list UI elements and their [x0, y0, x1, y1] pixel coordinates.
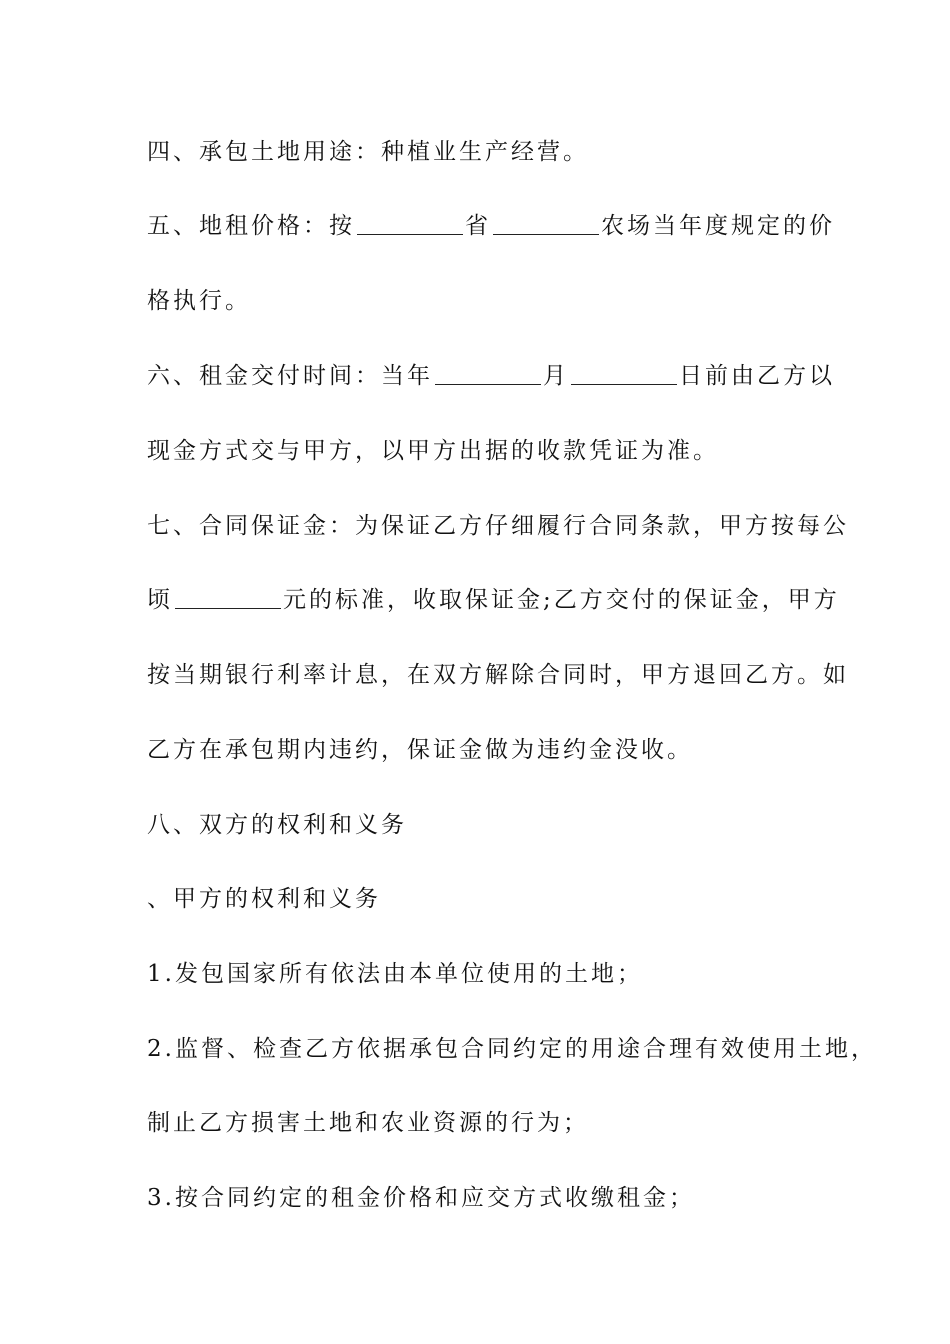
party-a-item-3	[147, 1183, 847, 1213]
clause-text: 按当期银行利率计息，在双方解除合同时，甲方退回乙方。如	[147, 662, 849, 688]
clause-7-deposit	[147, 511, 847, 541]
clause-5-rent-price	[147, 211, 847, 241]
clause-text: 农场当年度规定的价	[601, 213, 835, 239]
list-item-text: 3.按合同约定的租金价格和应交方式收缴租金；	[147, 1185, 695, 1211]
list-item-text: 制止乙方损害土地和农业资源的行为；	[147, 1110, 589, 1136]
clause-text: 格执行。	[147, 288, 251, 314]
clause-7-continued-3	[147, 735, 847, 765]
fill-in-blank-province[interactable]	[357, 214, 463, 235]
party-a-item-2-continued	[147, 1108, 847, 1138]
clause-text: 四、承包土地用途：种植业生产经营。	[147, 139, 589, 165]
clause-text: 现金方式交与甲方，以甲方出据的收款凭证为准。	[147, 438, 719, 464]
clause-5-continued	[147, 286, 847, 316]
clause-8-heading	[147, 810, 847, 840]
fill-in-blank-day[interactable]	[571, 364, 677, 385]
fill-in-blank-farm[interactable]	[493, 214, 599, 235]
clause-7-continued-2	[147, 660, 847, 690]
party-a-item-2	[147, 1034, 877, 1064]
clause-text: 省	[465, 213, 491, 239]
fill-in-blank-month[interactable]	[435, 364, 541, 385]
clause-text: 乙方在承包期内违约，保证金做为违约金没收。	[147, 737, 693, 763]
clause-text: 六、租金交付时间：当年	[147, 363, 433, 389]
party-a-heading	[147, 884, 847, 914]
clause-4-land-use	[147, 137, 847, 167]
fill-in-blank-amount[interactable]	[175, 588, 281, 609]
list-item-text: 1.发包国家所有依法由本单位使用的土地；	[147, 961, 643, 987]
clause-text: 五、地租价格：按	[147, 213, 355, 239]
list-item-text: 2.监督、检查乙方依据承包合同约定的用途合理有效使用土地，	[147, 1036, 877, 1062]
section-heading: 八、双方的权利和义务	[147, 812, 407, 838]
party-a-item-1	[147, 959, 847, 989]
subsection-heading: 、甲方的权利和义务	[147, 886, 381, 912]
clause-6-payment-time	[147, 361, 847, 391]
clause-text: 元的标准，收取保证金;乙方交付的保证金，甲方	[283, 587, 840, 613]
clause-text: 七、合同保证金：为保证乙方仔细履行合同条款，甲方按每公	[147, 513, 849, 539]
clause-6-continued	[147, 436, 847, 466]
clause-text: 日前由乙方以	[679, 363, 835, 389]
clause-text: 顷	[147, 587, 173, 613]
clause-text: 月	[543, 363, 569, 389]
clause-7-continued-1	[147, 585, 847, 615]
